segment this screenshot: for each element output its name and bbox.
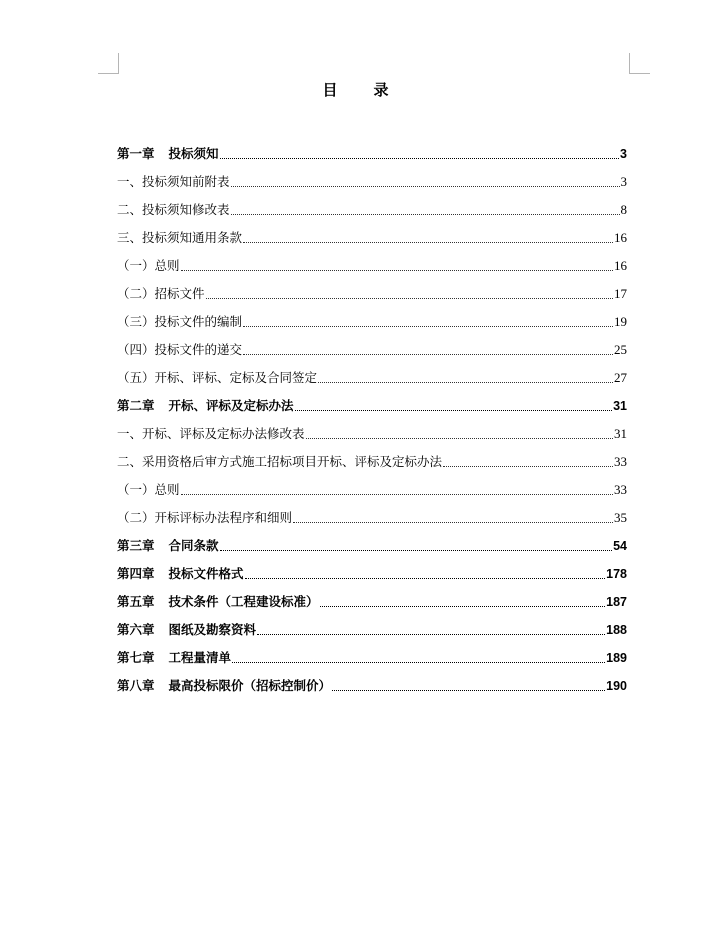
toc-title-part1: 目	[322, 81, 338, 99]
toc-page-number: 31	[613, 399, 627, 413]
toc-page-number: 19	[614, 314, 627, 329]
toc-entry-label	[117, 644, 231, 672]
toc-dot-leader	[332, 689, 605, 691]
toc-chapter-number: 第四章	[117, 566, 155, 581]
toc-section-entry[interactable]	[117, 420, 627, 448]
toc-chapter-entry[interactable]	[117, 672, 627, 700]
toc-section-entry[interactable]	[117, 252, 627, 280]
toc-section-entry[interactable]	[117, 336, 627, 364]
toc-page-number: 31	[614, 426, 627, 441]
toc-dot-leader	[243, 241, 613, 243]
toc-section-entry[interactable]	[117, 196, 627, 224]
toc-dot-leader	[243, 353, 613, 355]
toc-dot-leader	[206, 297, 613, 299]
toc-dot-leader	[318, 381, 613, 383]
toc-entry-label	[117, 280, 205, 308]
toc-chapter-number: 第一章	[117, 146, 155, 161]
toc-entry-label	[117, 336, 242, 364]
toc-entry-label	[117, 672, 331, 700]
toc-page-number: 54	[613, 539, 627, 553]
toc-entry-text: 一、开标、评标及定标办法修改表	[117, 426, 305, 441]
toc-entry-text: 技术条件（工程建设标准）	[168, 594, 319, 609]
toc-entry-label	[117, 196, 230, 224]
toc-section-entry[interactable]	[117, 476, 627, 504]
toc-page-number: 187	[606, 595, 627, 609]
toc-dot-leader	[295, 409, 613, 411]
toc-entry-text: （四）投标文件的递交	[117, 342, 243, 357]
toc-page-number: 25	[614, 342, 627, 357]
toc-entry-label	[117, 560, 244, 588]
toc-dot-leader	[181, 269, 613, 271]
toc-chapter-entry[interactable]	[117, 560, 627, 588]
toc-entry-text: 开标、评标及定标办法	[168, 398, 294, 413]
toc-dot-leader	[243, 325, 613, 327]
table-of-contents	[117, 140, 627, 700]
toc-entry-text: （五）开标、评标、定标及合同签定	[117, 370, 318, 385]
toc-chapter-number: 第三章	[117, 538, 155, 553]
toc-dot-leader	[181, 493, 613, 495]
toc-entry-text: 一、投标须知前附表	[117, 174, 230, 189]
toc-chapter-number: 第七章	[117, 650, 155, 665]
toc-entry-text: 投标须知	[168, 146, 219, 161]
crop-mark-top-left	[98, 53, 119, 74]
crop-mark-top-right	[629, 53, 650, 74]
toc-dot-leader	[220, 157, 620, 159]
toc-entry-label	[117, 140, 219, 168]
toc-page-number: 35	[614, 510, 627, 525]
toc-entry-label	[117, 504, 292, 532]
toc-chapter-entry[interactable]	[117, 644, 627, 672]
toc-dot-leader	[245, 577, 606, 579]
toc-chapter-number: 第八章	[117, 678, 155, 693]
toc-page-number: 16	[614, 230, 627, 245]
toc-entry-label	[117, 476, 180, 504]
toc-entry-text: 三、投标须知通用条款	[117, 230, 243, 245]
toc-entry-label	[117, 448, 442, 476]
toc-entry-text: （二）开标评标办法程序和细则	[117, 510, 293, 525]
toc-section-entry[interactable]	[117, 504, 627, 532]
toc-chapter-entry[interactable]	[117, 532, 627, 560]
toc-title-part2: 录	[373, 81, 389, 99]
toc-page-number: 188	[606, 623, 627, 637]
toc-entry-text: 合同条款	[168, 538, 219, 553]
toc-section-entry[interactable]	[117, 448, 627, 476]
toc-dot-leader	[220, 549, 613, 551]
toc-entry-text: 投标文件格式	[168, 566, 244, 581]
toc-dot-leader	[293, 521, 613, 523]
toc-entry-label	[117, 532, 219, 560]
toc-entry-text: （三）投标文件的编制	[117, 314, 243, 329]
toc-page-number: 190	[606, 679, 627, 693]
toc-chapter-number: 第二章	[117, 398, 155, 413]
toc-page-number: 33	[614, 482, 627, 497]
toc-chapter-entry[interactable]	[117, 588, 627, 616]
toc-entry-text: （二）招标文件	[117, 286, 205, 301]
toc-entry-label	[117, 588, 319, 616]
toc-entry-text: 最高投标限价（招标控制价）	[168, 678, 332, 693]
toc-entry-text: 二、投标须知修改表	[117, 202, 230, 217]
toc-section-entry[interactable]	[117, 364, 627, 392]
toc-dot-leader	[257, 633, 605, 635]
toc-entry-text: （一）总则	[117, 482, 180, 497]
toc-chapter-entry[interactable]	[117, 616, 627, 644]
toc-dot-leader	[320, 605, 606, 607]
toc-page-number: 3	[620, 174, 627, 189]
toc-page-number: 16	[614, 258, 627, 273]
toc-entry-label	[117, 616, 256, 644]
toc-entry-label	[117, 252, 180, 280]
toc-chapter-entry[interactable]	[117, 392, 627, 420]
toc-dot-leader	[231, 185, 620, 187]
toc-dot-leader	[306, 437, 613, 439]
toc-entry-label	[117, 392, 294, 420]
toc-entry-text: 图纸及勘察资料	[168, 622, 257, 637]
toc-entry-text: 二、采用资格后审方式施工招标项目开标、评标及定标办法	[117, 454, 443, 469]
toc-section-entry[interactable]	[117, 308, 627, 336]
toc-entry-label	[117, 308, 242, 336]
toc-entry-label	[117, 420, 305, 448]
toc-page-number: 3	[620, 147, 627, 161]
toc-page-number: 8	[620, 202, 627, 217]
toc-page-number: 33	[614, 454, 627, 469]
toc-section-entry[interactable]	[117, 168, 627, 196]
toc-page-number: 189	[606, 651, 627, 665]
toc-chapter-entry[interactable]	[117, 140, 627, 168]
toc-entry-label	[117, 364, 317, 392]
toc-page-number: 27	[614, 370, 627, 385]
toc-chapter-number: 第六章	[117, 622, 155, 637]
toc-chapter-number: 第五章	[117, 594, 155, 609]
toc-entry-text: （一）总则	[117, 258, 180, 273]
toc-dot-leader	[232, 661, 605, 663]
toc-entry-label	[117, 168, 230, 196]
toc-page-number: 17	[614, 286, 627, 301]
toc-dot-leader	[443, 465, 613, 467]
toc-page-number: 178	[606, 567, 627, 581]
toc-entry-label	[117, 224, 242, 252]
toc-dot-leader	[231, 213, 620, 215]
toc-title	[0, 79, 711, 100]
toc-section-entry[interactable]	[117, 280, 627, 308]
toc-entry-text: 工程量清单	[168, 650, 232, 665]
toc-section-entry[interactable]	[117, 224, 627, 252]
